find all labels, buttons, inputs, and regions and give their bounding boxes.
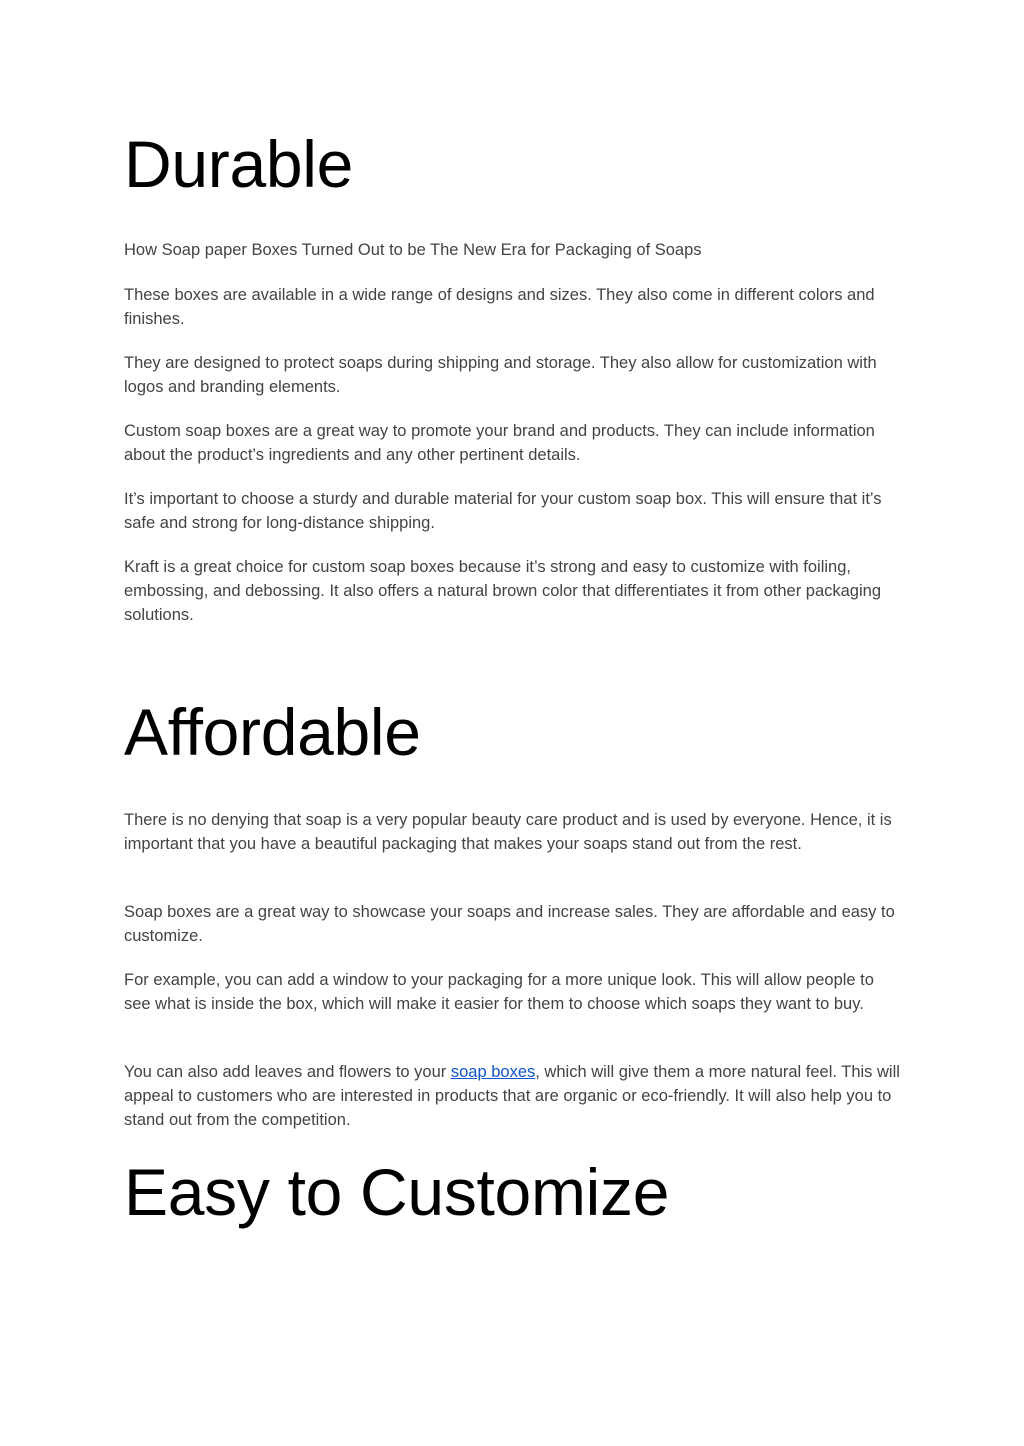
paragraph-durable-promote: Custom soap boxes are a great way to promote your brand and products. They can include information about the product’s ingredients and any other pertinent details.: [124, 422, 875, 464]
heading-easy-to-customize: Easy to Customize: [124, 1155, 670, 1229]
paragraph-durable-intro: How Soap paper Boxes Turned Out to be The New Era for Packaging of Soaps: [124, 241, 702, 259]
paragraph-durable-designs: These boxes are available in a wide range of designs and sizes. They also come in different colors and finishes.: [124, 286, 875, 328]
heading-affordable: Affordable: [124, 695, 421, 769]
soap-boxes-link[interactable]: soap boxes: [450, 1063, 536, 1081]
paragraph-durable-material: It’s important to choose a sturdy and durable material for your custom soap box. This will ensure that it’s safe and strong for long-distance shipping.: [124, 490, 882, 532]
heading-durable: Durable: [124, 127, 354, 201]
paragraph-affordable-leaves: [124, 1060, 904, 1132]
paragraph-durable-protect: They are designed to protect soaps during shipping and storage. They also allow for customization with logos and branding elements.: [124, 354, 877, 396]
paragraph-affordable-showcase: Soap boxes are a great way to showcase your soaps and increase sales. They are affordable and easy to customize.: [124, 903, 895, 945]
paragraph-text-after-link: , which will give them a more natural feel. This will appeal to customers who are interested in products that are organic or eco-friendly. It will also help you to stand out from the competition.: [124, 1063, 900, 1129]
paragraph-affordable-popular: There is no denying that soap is a very popular beauty care product and is used by everyone. Hence, it is important that you have a beautiful packaging that makes your soaps stand out from the rest.: [124, 811, 892, 853]
paragraph-affordable-window: For example, you can add a window to your packaging for a more unique look. This will allow people to see what is inside the box, which will make it easier for them to choose which soaps they want to buy.: [124, 971, 874, 1013]
paragraph-durable-kraft: Kraft is a great choice for custom soap boxes because it’s strong and easy to customize with foiling, embossing, and debossing. It also offers a natural brown color that differentiates it from other packaging solutions.: [124, 558, 881, 624]
paragraph-text-before-link: You can also add leaves and flowers to your: [124, 1063, 451, 1081]
